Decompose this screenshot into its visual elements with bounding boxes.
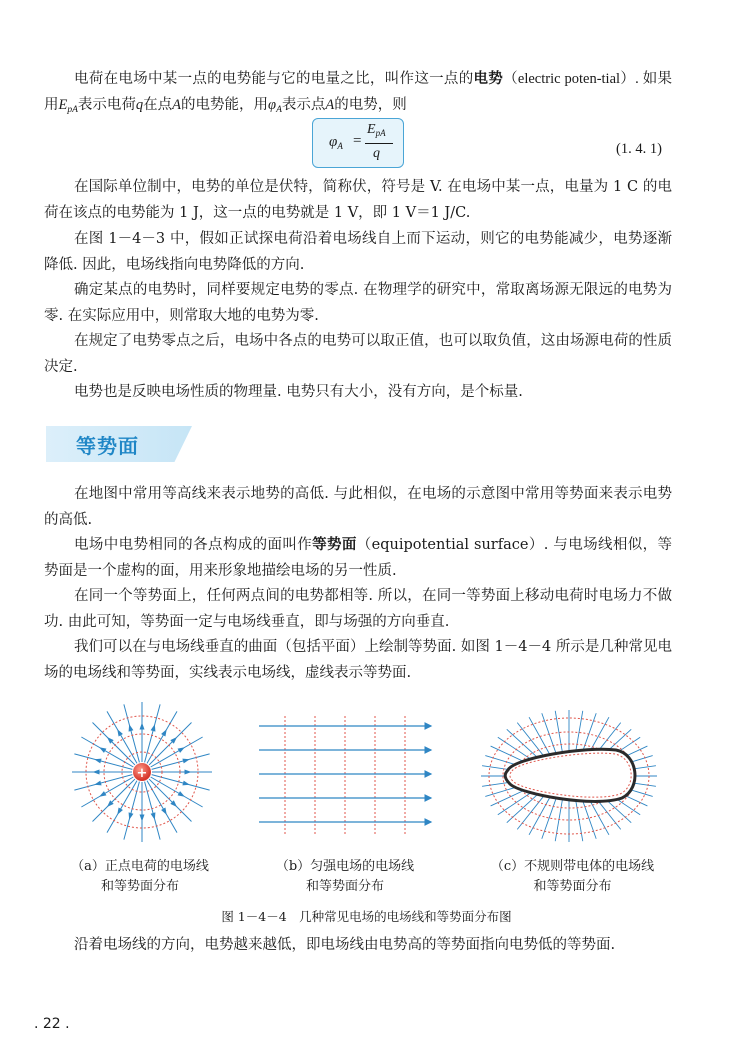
field-line	[93, 723, 135, 765]
paragraph-contour-analogy: 在地图中常用等高线来表示地势的高低. 与此相似，在电场的示意图中常用等势面来表示电势的高低.	[44, 486, 672, 528]
field-arrow	[94, 781, 101, 786]
field-line	[149, 779, 191, 821]
field-arrow	[151, 812, 156, 819]
vertical-equipotentials	[285, 716, 405, 836]
caption-point-charge	[40, 857, 240, 897]
intro-text-e: 的电势能，用	[181, 96, 269, 113]
formula-lhs	[329, 134, 343, 151]
field-arrow	[93, 770, 100, 775]
field-arrow	[185, 770, 192, 775]
fraction-bar	[365, 143, 393, 144]
field-arrow	[99, 791, 106, 797]
field-line	[93, 779, 135, 821]
charge-sign: +	[136, 766, 148, 781]
symbol-phi-sub-A: A	[276, 104, 282, 115]
symbol-phi: φ	[268, 96, 277, 113]
paragraph-closing: 沿着电场线的方向，电势越来越低，即电场线由电势高的等势面指向电势低的等势面.	[74, 937, 616, 953]
definition-text-b: （equipotential surface）. 与电场线相似，等势面是一个虚构的面，用来形象地描绘电场的另一性质.	[44, 537, 672, 579]
caption-c-line-2: 和等势面分布	[533, 879, 612, 894]
field-arrow	[182, 781, 189, 786]
symbol-E: E	[58, 96, 68, 113]
page-number: . 22 .	[34, 1016, 70, 1032]
formula-phi-sub: A	[337, 141, 343, 151]
formula-equals: =	[353, 133, 362, 149]
intro-text-d: 在点	[143, 96, 173, 113]
formula-phi: φ	[329, 134, 338, 150]
caption-uniform-field	[245, 857, 445, 897]
paragraph-figure-ref: 在图 1－4－3 中，假如正试探电荷沿着电场线自上而下运动，则它的电势能减少，电势逐渐降低. 因此，电场线指向电势降低的方向.	[44, 231, 672, 273]
intro-text-a: 电荷在电场中某一点的电势能与它的电量之比，叫作这一点的	[74, 71, 474, 87]
formula-E: E	[367, 122, 376, 137]
caption-b-line-2: 和等势面分布	[305, 879, 384, 894]
paragraph-zero-point: 确定某点的电势时，同样要规定电势的零点. 在物理学的研究中，常取离场源无限远的电势为零. 在实际应用中，则常取大地的电势为零.	[44, 282, 672, 324]
field-line	[149, 723, 191, 765]
formula-numerator	[367, 122, 386, 138]
formula-box	[312, 118, 404, 168]
intro-text-f: 表示点	[281, 96, 326, 113]
caption-irregular-conductor	[465, 857, 680, 897]
term-equipotential-surface: 等势面	[312, 537, 357, 553]
paragraph-unit: 在国际单位制中，电势的单位是伏特，简称伏，符号是 V. 在电场中某一点，电量为 1 C 的电荷在该点的电势能为 1 J，这一点的电势就是 1 V，即 1 V＝1 J/C.	[44, 179, 672, 221]
field-arrow	[99, 747, 106, 753]
formula-denominator: q	[373, 146, 380, 161]
caption-b-line-1: （b）匀强电场的电场线	[275, 859, 415, 874]
intro-text-g: 的电势，则	[334, 96, 407, 113]
paragraph-sign: 在规定了电势零点之后，电场中各点的电势可以取正值，也可以取负值，这由场源电荷的性质决定.	[44, 333, 672, 375]
definition-text-a: 电场中电势相同的各点构成的面叫作	[74, 537, 313, 553]
figure-irregular-conductor	[476, 706, 662, 846]
field-arrow	[117, 729, 123, 736]
field-arrow	[178, 747, 185, 753]
field-arrow	[129, 812, 134, 819]
caption-c-line-1: （c）不规则带电体的电场线	[490, 859, 655, 874]
intro-text-c: 表示电荷	[77, 96, 136, 113]
field-arrow	[182, 759, 189, 764]
symbol-A-3: A	[325, 96, 335, 113]
field-arrow	[161, 808, 167, 815]
paragraph-drawing: 我们可以在与电场线垂直的曲面（包括平面）上绘制等势面. 如图 1－4－4 所示是几种常见电场的电场线和等势面，实线表示电场线，虚线表示等势面.	[44, 639, 672, 681]
intro-paragraph	[44, 67, 672, 123]
field-arrow	[140, 815, 145, 822]
formula-E-sub: pA	[375, 128, 386, 138]
symbol-pA: pA	[67, 104, 78, 115]
field-arrow	[129, 724, 134, 731]
caption-a-line-1: （a）正点电荷的电场线	[71, 859, 209, 874]
caption-a-line-2: 和等势面分布	[100, 879, 179, 894]
field-arrow	[140, 723, 145, 730]
figure-point-charge	[62, 700, 222, 860]
figure-title: 图 1－4－4 几种常见电场的电场线和等势面分布图	[221, 909, 512, 924]
field-arrow	[94, 759, 101, 764]
symbol-A-1: A	[172, 96, 182, 113]
paragraph-no-work: 在同一个等势面上，任何两点间的电势都相等. 所以，在同一等势面上移动电荷时电场力不做功. 由此可知，等势面一定与电场线垂直，即与场强的方向垂直.	[44, 588, 672, 630]
section-title: 等势面	[76, 434, 139, 458]
paragraph-scalar: 电势也是反映电场性质的物理量. 电势只有大小，没有方向，是个标量.	[74, 384, 523, 400]
field-arrow	[117, 808, 123, 815]
symbol-q: q	[135, 96, 144, 113]
equation-number: (1. 4. 1)	[616, 141, 662, 157]
term-electric-potential: 电势	[473, 71, 504, 87]
field-arrow	[151, 724, 156, 731]
paragraph-equipotential-definition	[44, 533, 672, 584]
field-arrow	[178, 791, 185, 797]
figure-uniform-field	[255, 712, 435, 842]
intro-text-b: （electric poten-tial）. 如果用	[44, 71, 672, 113]
field-arrow	[161, 729, 167, 736]
